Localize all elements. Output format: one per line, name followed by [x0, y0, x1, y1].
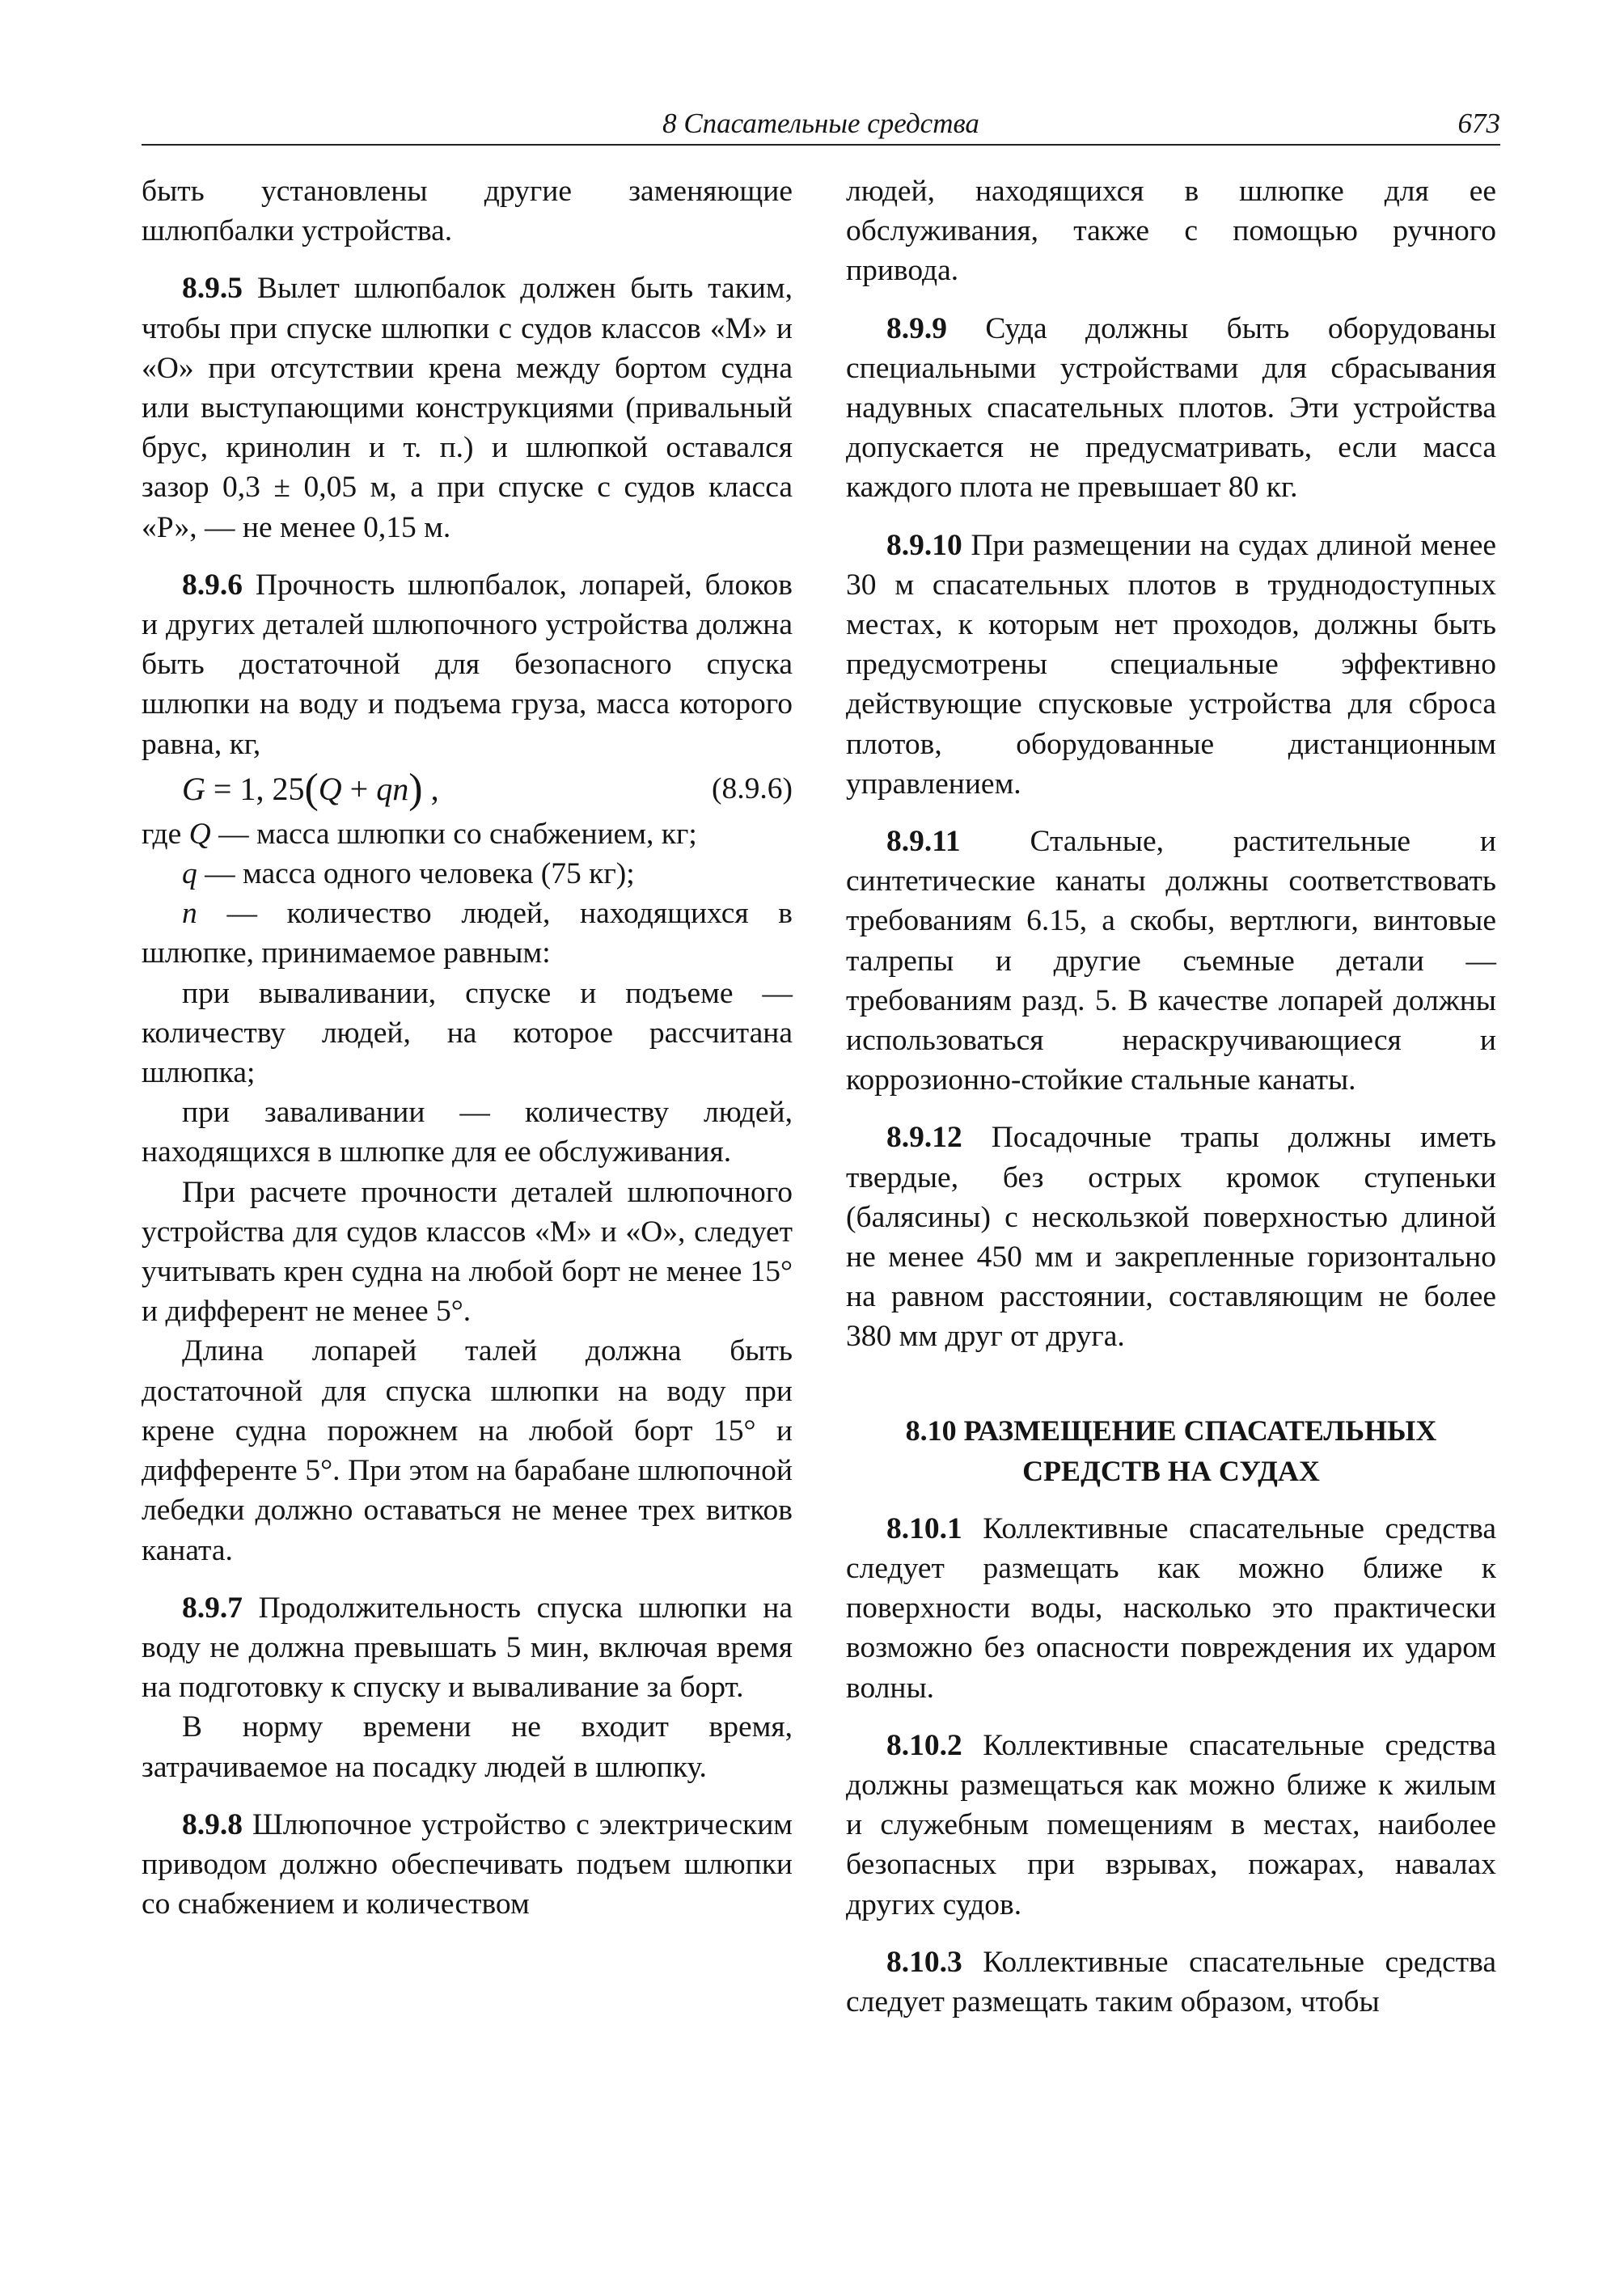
- clause-number: 8.9.9: [886, 311, 947, 345]
- definition-Q: где Q — масса шлюпки со снабжением, кг;: [142, 817, 697, 851]
- paragraph-continuation: быть установлены другие заменяющие шлюпбалки устройства.: [142, 175, 793, 248]
- clause-number: 8.10.1: [886, 1511, 962, 1545]
- paragraph-8-9-6: 8.9.6 Прочность шлюпбалок, лопарей, блоков и других деталей шлюпочного устройства должна быть достаточной для безопасного спуска шлюпки на воду и подъема груза, масса которого равна, кг,: [142, 568, 793, 761]
- paragraph-continuation: людей, находящихся в шлюпке для ее обслуживания, также с помощью ручного привода.: [846, 175, 1496, 288]
- definition-q: q — масса одного человека (75 кг);: [182, 857, 635, 891]
- clause-number: 8.10.2: [886, 1728, 962, 1762]
- clause-number: 8.9.8: [182, 1807, 243, 1841]
- clause-number: 8.9.12: [886, 1121, 962, 1155]
- left-column: [142, 171, 793, 1942]
- paragraph-8-10-3: 8.10.3 Коллективные спасательные средства следует размещать таким образом, чтобы: [846, 1945, 1496, 2018]
- formula-8-9-6: [142, 764, 793, 814]
- clause-number: 8.9.6: [182, 568, 243, 602]
- formula-expression: G = 1, 25(Q + qn) ,: [182, 765, 439, 812]
- clause-number: 8.9.10: [886, 528, 962, 562]
- paragraph-time-norm: В норму времени не входит время, затрачиваемое на посадку людей в шлюпку.: [142, 1710, 793, 1784]
- paragraph-8-9-11: 8.9.11 Стальные, растительные и синтетические канаты должны соответствовать требованиям 6.15, а скобы, вертлюги, винтовые талрепы и другие съемные детали — требованиям разд. 5. В качестве лопарей должны использоваться нераскручивающиеся и коррозионно-стойкие стальные канаты.: [846, 825, 1496, 1097]
- definition-n: n — количество людей, находящихся в шлюпке, принимаемое равным:: [142, 897, 793, 970]
- clause-number: 8.9.5: [182, 272, 243, 306]
- running-title: 8 Спасательные средства: [662, 108, 979, 139]
- paragraph-8-9-7: 8.9.7 Продолжительность спуска шлюпки на воду не должна превышать 5 мин, включая время на подготовку к спуску и вываливание за борт.: [142, 1591, 793, 1705]
- clause-number: 8.9.7: [182, 1591, 243, 1625]
- paragraph-8-10-2: 8.10.2 Коллективные спасательные средства должны размещаться как можно ближе к жилым и служебным помещениям в местах, наиболее безопасных при взрывах, пожарах, навалах других судов.: [846, 1728, 1496, 1921]
- clause-number: 8.10.3: [886, 1945, 962, 1979]
- paragraph-8-9-5: 8.9.5 Вылет шлюпбалок должен быть таким, чтобы при спуске шлюпки с судов классов «М» и «О» при отсутствии крена между бортом судна или выступающими конструкциями (привальный брус, кринолин и т. п.) и шлюпкой оставался зазор 0,3 ± 0,05 м, а при спуске с судов класса «Р», — не менее 0,15 м.: [142, 272, 793, 544]
- page-number: 673: [1457, 108, 1500, 139]
- paragraph-8-10-1: 8.10.1 Коллективные спасательные средства следует размещать как можно ближе к поверхности воды, насколько это практически возможно без опасности повреждения их ударом волны.: [846, 1511, 1496, 1705]
- paragraph-hoisting: при заваливании — количеству людей, находящихся в шлюпке для ее обслуживания.: [142, 1096, 793, 1169]
- right-column: [846, 171, 1496, 2039]
- paragraph-8-9-10: 8.9.10 При размещении на судах длиной менее 30 м спасательных плотов в труднодоступных местах, к которым нет проходов, должны быть предусмотрены специальные эффективно действующие спусковые устройства для сброса плотов, оборудованные дистанционным управлением.: [846, 528, 1496, 801]
- section-heading-8-10: 8.10 РАЗМЕЩЕНИЕ СПАСАТЕЛЬНЫХ СРЕДСТВ НА СУДАХ: [905, 1414, 1437, 1487]
- clause-number: 8.9.11: [886, 825, 961, 859]
- paragraph-lowering: при вываливании, спуске и подъеме — количеству людей, на которое рассчитана шлюпка;: [142, 976, 793, 1090]
- page-header: [142, 104, 1500, 146]
- paragraph-falls-length: Длина лопарей талей должна быть достаточной для спуска шлюпки на воду при крене судна порожнем на любой борт 15° и дифференте 5°. При этом на барабане шлюпочной лебедки должно оставаться не менее трех витков каната.: [142, 1334, 793, 1567]
- paragraph-8-9-9: 8.9.9 Суда должны быть оборудованы специальными устройствами для сбрасывания надувных спасательных плотов. Эти устройства допускается не предусматривать, если масса каждого плота не превышает 80 кг.: [846, 311, 1496, 505]
- paragraph-strength-calc: При расчете прочности деталей шлюпочного устройства для судов классов «М» и «О», следует учитывать крен судна на любой борт не менее 15° и дифферент не менее 5°.: [142, 1175, 793, 1329]
- formula-number: (8.9.6): [712, 771, 793, 805]
- paragraph-8-9-12: 8.9.12 Посадочные трапы должны иметь твердые, без острых кромок ступеньки (балясины) с нескользкой поверхностью длиной не менее 450 мм и закрепленные горизонтально на равном расстоянии, составляющим не более 380 мм друг от друга.: [846, 1121, 1496, 1354]
- paragraph-8-9-8: 8.9.8 Шлюпочное устройство с электрическим приводом должно обеспечивать подъем шлюпки со снабжением и количеством: [142, 1807, 793, 1921]
